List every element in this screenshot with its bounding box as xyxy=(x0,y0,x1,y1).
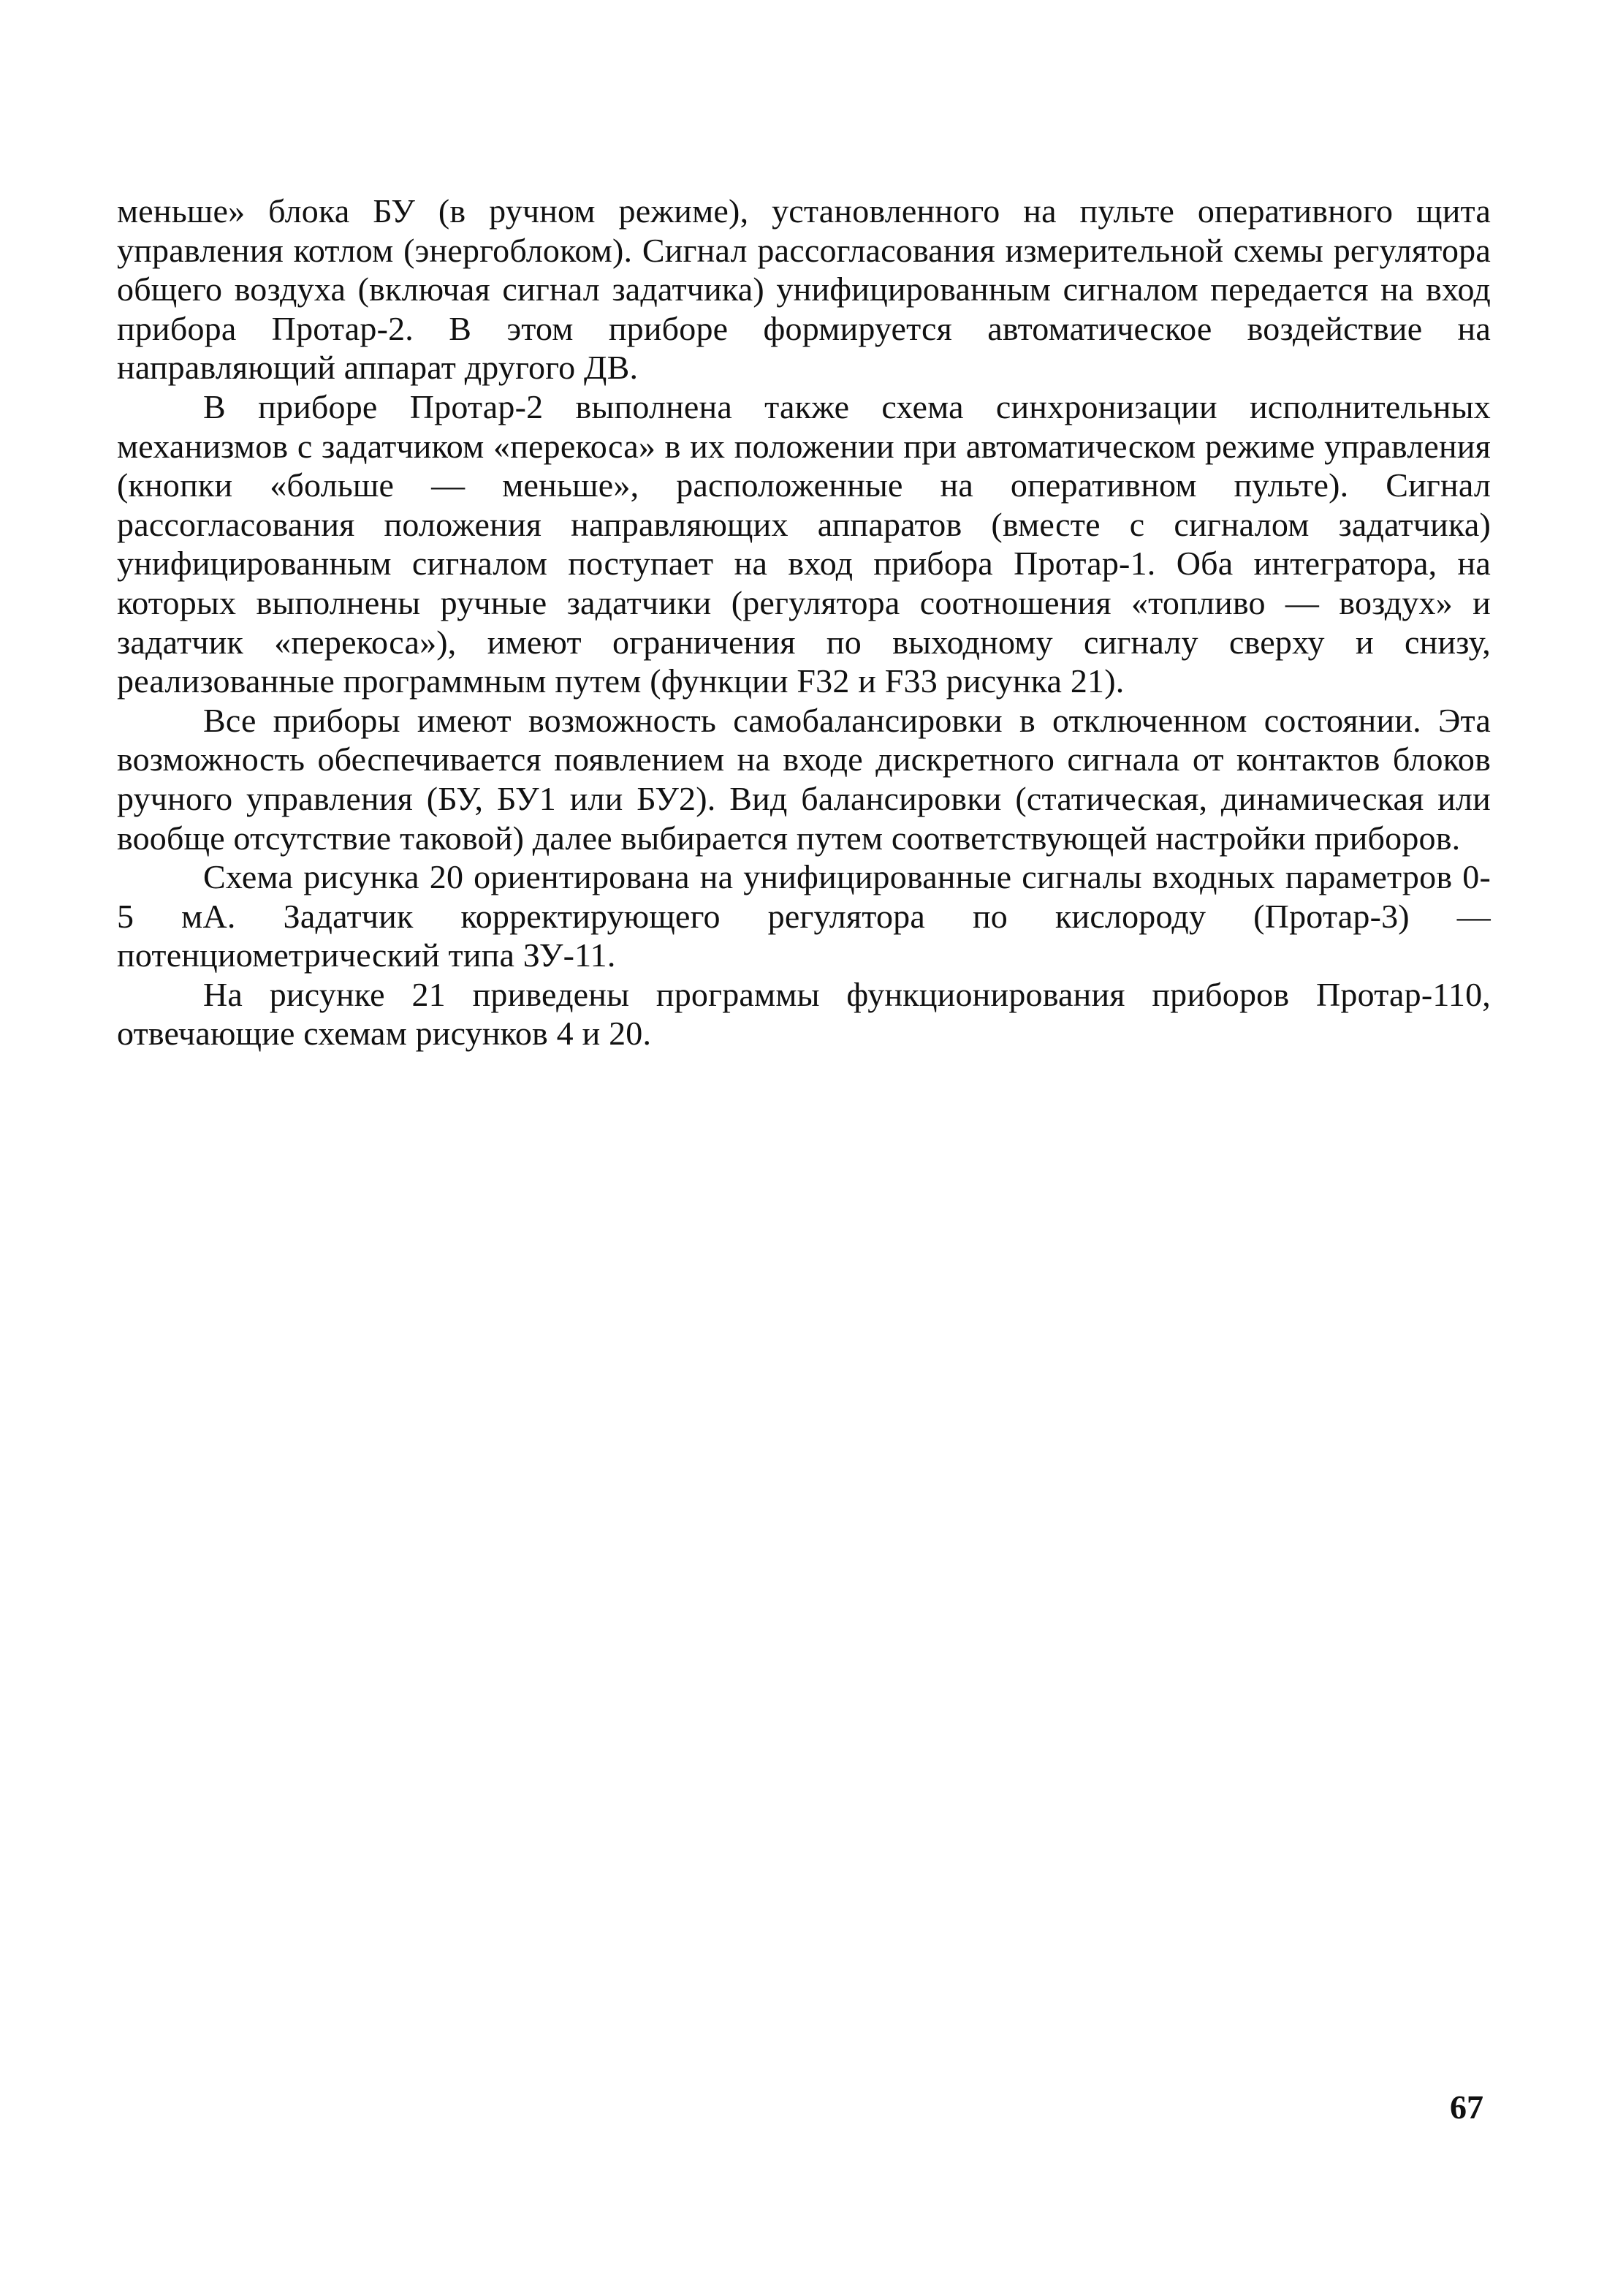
paragraph-3: Все приборы имеют возможность самобалансировки в отключенном состоянии. Эта возможность обеспечивается появлением на входе дискретного сигнала от контактов блоков ручного управления (БУ, БУ1 или БУ2). Вид балансировки (статическая, динамическая или вообще отсутствие таковой) далее выбирается путем соответствующей настройки приборов. xyxy=(117,701,1491,857)
page-number: 67 xyxy=(1450,2088,1483,2126)
paragraph-2: В приборе Протар-2 выполнена также схема синхронизации исполнительных механизмов с задатчиком «перекоса» в их положении при автоматическом режиме управления (кнопки «больше — меньше», расположенные на оперативном пульте). Сигнал рассогласования положения направляющих аппаратов (вместе с сигналом задатчика) унифицированным сигналом поступает на вход прибора Протар-1. Оба интегратора, на которых выполнены ручные задатчики (регулятора соотношения «топливо — воздух» и задатчик «перекоса»), имеют ограничения по выходному сигналу сверху и снизу, реализованные программным путем (функции F32 и F33 рисунка 21). xyxy=(117,387,1491,700)
paragraph-4: Схема рисунка 20 ориентирована на унифицированные сигналы входных параметров 0-5 мА. Задатчик корректирующего регулятора по кислороду (Протар-3) — потенциометрический типа ЗУ-11. xyxy=(117,858,1491,974)
page-body xyxy=(117,192,1491,1053)
paragraph-1: меньше» блока БУ (в ручном режиме), установленного на пульте оперативного щита управления котлом (энергоблоком). Сигнал рассогласования измерительной схемы регулятора общего воздуха (включая сигнал задатчика) унифицированным сигналом передается на вход прибора Протар-2. В этом приборе формируется автоматическое воздействие на направляющий аппарат другого ДВ. xyxy=(117,192,1491,387)
paragraph-5: На рисунке 21 приведены программы функционирования приборов Протар-110, отвечающие схемам рисунков 4 и 20. xyxy=(117,975,1491,1053)
